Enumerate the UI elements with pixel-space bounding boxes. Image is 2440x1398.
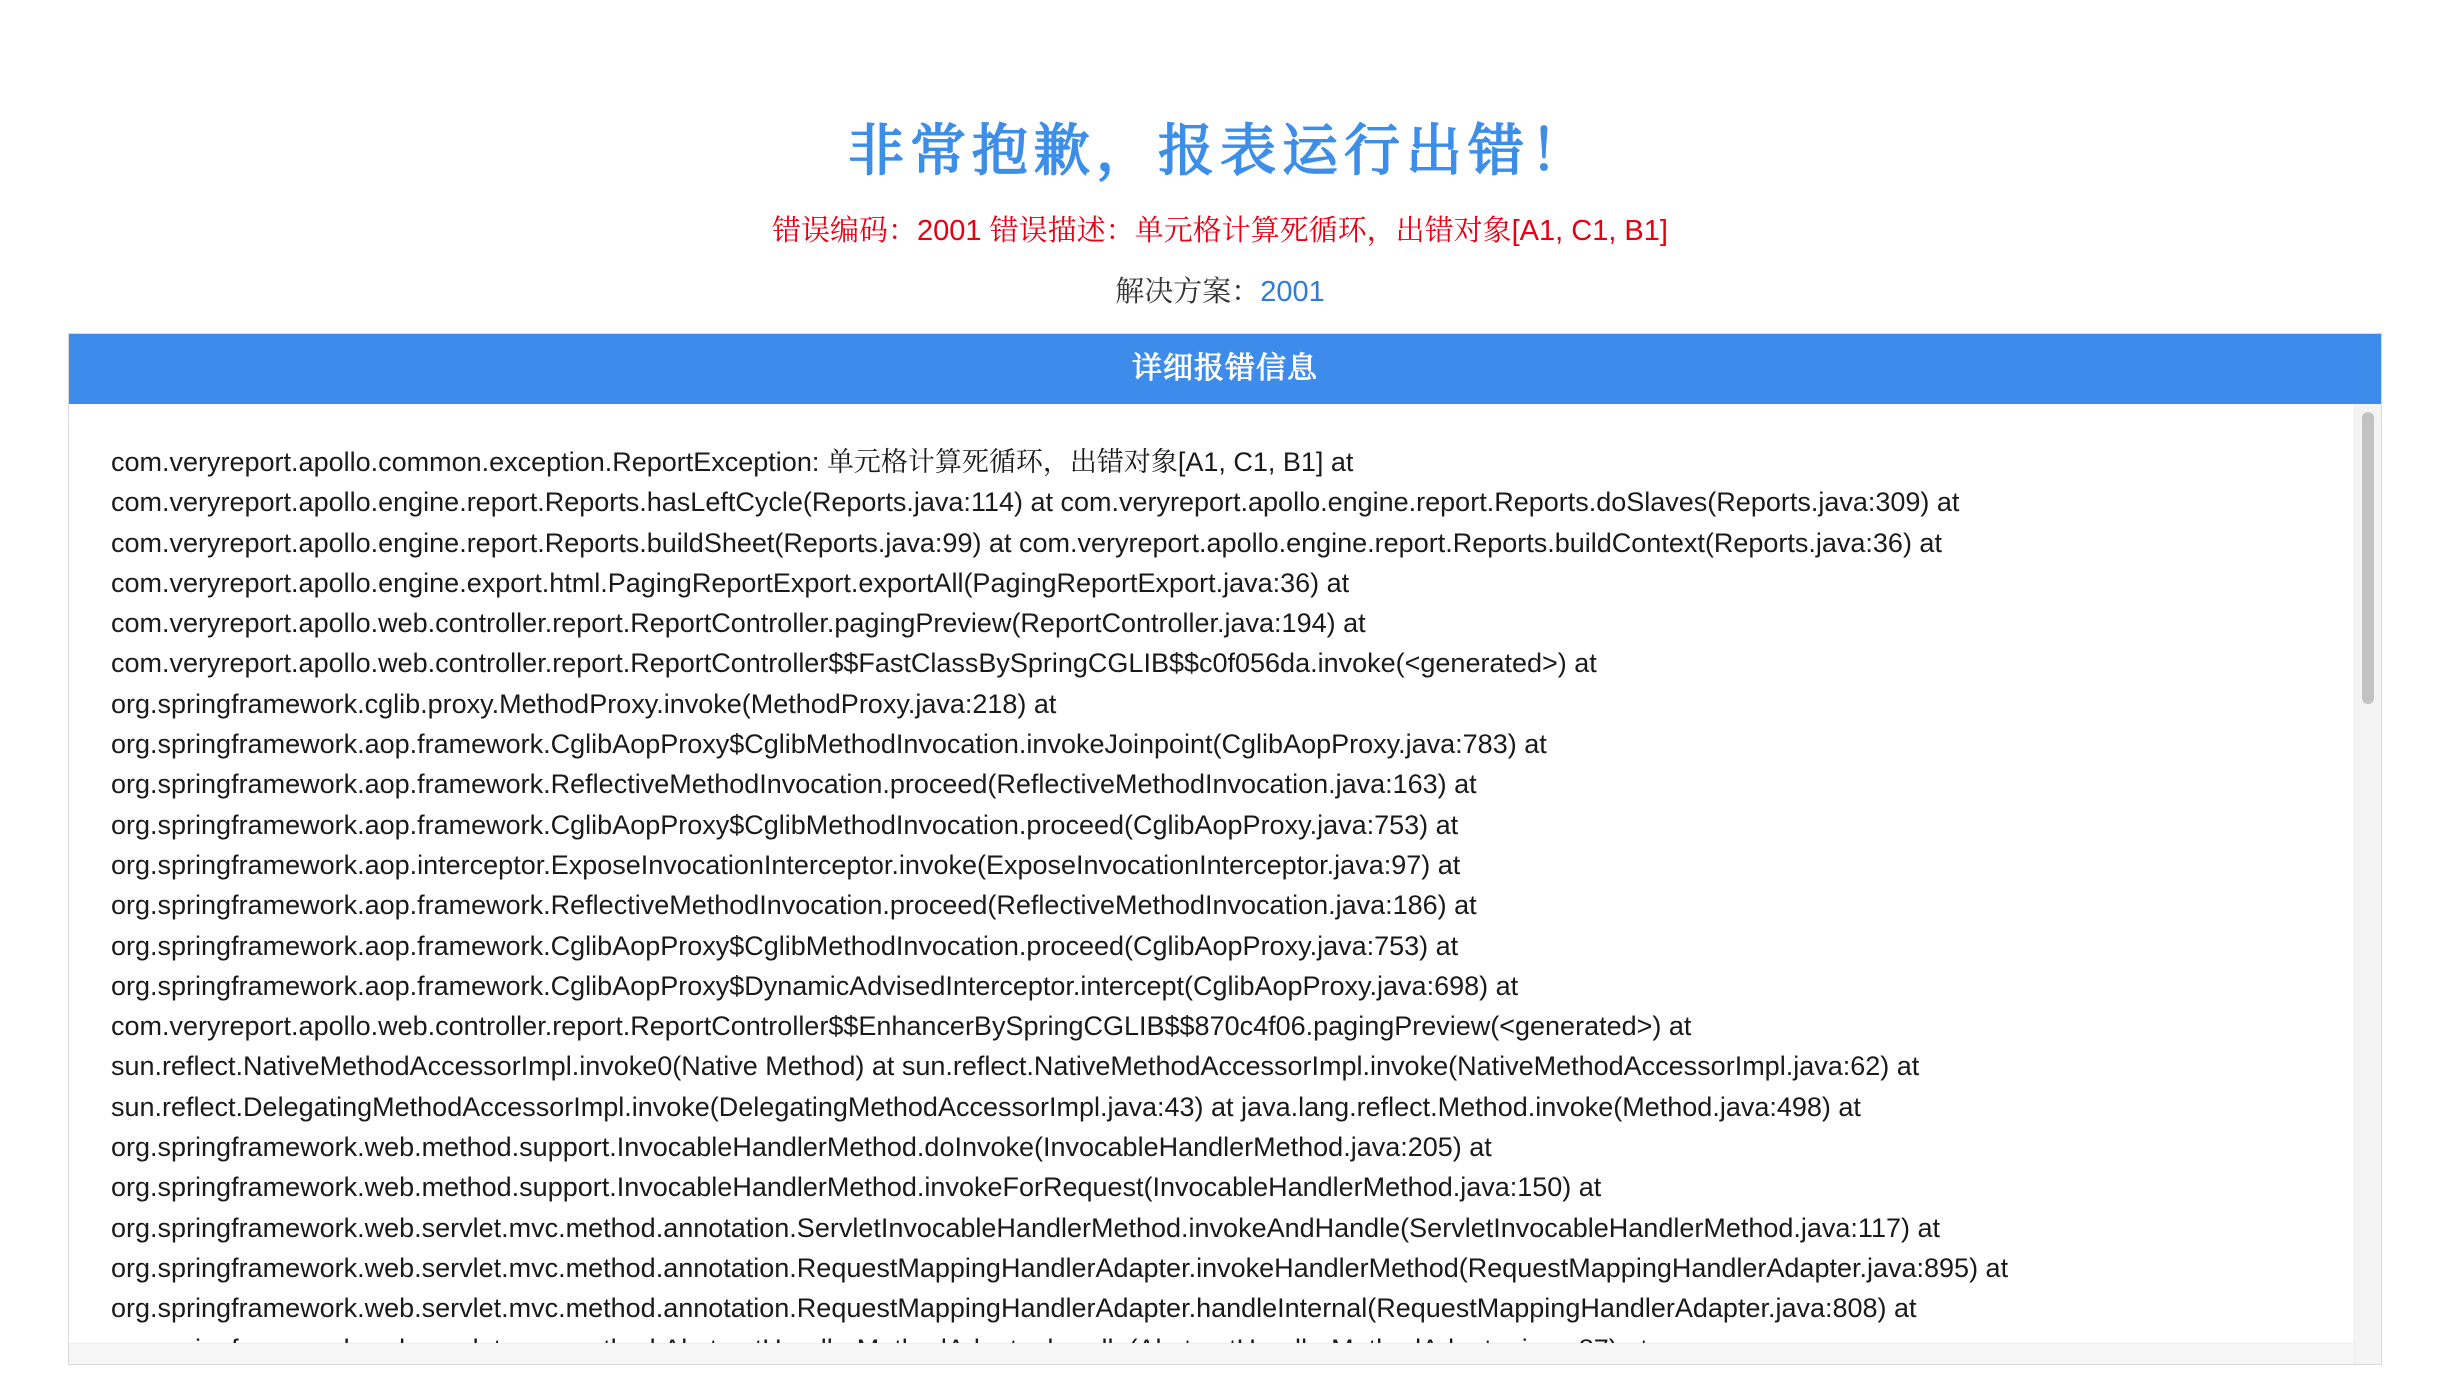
stack-trace-line: sun.reflect.NativeMethodAccessorImpl.invoke0(Native Method) at sun.reflect.NativeMethodAccessorImpl.invoke(NativeMethodAccessorImpl.java:62) at [111,1051,1920,1082]
stack-trace-line: sun.reflect.DelegatingMethodAccessorImpl.invoke(DelegatingMethodAccessorImpl.java:43) at java.lang.reflect.Method.invoke(Method.java:498) at [111,1091,1861,1122]
stack-trace-viewport[interactable] [69,404,2381,1352]
stack-trace-line: com.veryreport.apollo.engine.export.html.PagingReportExport.exportAll(PagingReportExport.java:36) at [111,567,1350,598]
stack-trace-line: org.springframework.web.method.support.InvocableHandlerMethod.invokeForRequest(InvocableHandlerMethod.java:150) at [111,1172,1602,1203]
stack-trace-line: org.springframework.aop.framework.CglibAopProxy$CglibMethodInvocation.proceed(CglibAopProxy.java:753) at [111,809,1459,840]
solution-code: 2001 [1260,276,1325,308]
stack-trace-line: com.veryreport.apollo.web.controller.report.ReportController$$EnhancerBySpringCGLIB$$870c4f06.pagingPreview(<generated>) at [111,1011,1692,1042]
stack-trace-line: org.springframework.cglib.proxy.MethodProxy.invoke(MethodProxy.java:218) at [111,688,1057,719]
stack-trace-line: org.springframework.web.servlet.mvc.method.annotation.ServletInvocableHandlerMethod.invokeAndHandle(ServletInvocableHandlerMethod.java:117) at [111,1212,1940,1243]
solution-row [0,268,2440,316]
solution-label: 解决方案： [1115,276,1261,308]
stack-trace-line: com.veryreport.apollo.web.controller.report.ReportController$$FastClassBySpringCGLIB$$c0f056da.invoke(<generated>) at [111,648,1597,679]
stack-trace-line: org.springframework.aop.framework.CglibAopProxy$DynamicAdvisedInterceptor.intercept(CglibAopProxy.java:698) at [111,970,1519,1001]
stack-trace-line: com.veryreport.apollo.web.controller.report.ReportController.pagingPreview(ReportController.java:194) at [111,608,1366,639]
stack-trace-line: org.springframework.web.servlet.mvc.method.annotation.RequestMappingHandlerAdapter.handleInternal(RequestMappingHandlerAdapter.java:808) at [111,1293,1917,1324]
stack-trace-line: org.springframework.aop.framework.ReflectiveMethodInvocation.proceed(ReflectiveMethodInvocation.java:186) at [111,890,1477,921]
horizontal-scroll-area [69,1343,2355,1364]
stack-trace-line: org.springframework.aop.framework.CglibAopProxy$CglibMethodInvocation.proceed(CglibAopProxy.java:753) at [111,930,1459,961]
stack-trace-line: org.springframework.web.servlet.mvc.method.annotation.RequestMappingHandlerAdapter.invokeHandlerMethod(RequestMappingHandlerAdapter.java:895) at [111,1252,2009,1283]
stack-trace-line: org.springframework.web.method.support.InvocableHandlerMethod.doInvoke(InvocableHandlerMethod.java:205) at [111,1132,1492,1163]
stack-trace-line: com.veryreport.apollo.engine.report.Reports.hasLeftCycle(Reports.java:114) at com.veryreport.apollo.engine.report.Reports.doSlaves(Reports.java:309) at [111,487,1960,518]
page-title: 非常抱歉，报表运行出错！ [848,119,1592,184]
error-details-panel [68,333,2382,1365]
stack-trace-line: org.springframework.aop.framework.CglibAopProxy$CglibMethodInvocation.invokeJoinpoint(CglibAopProxy.java:783) at [111,729,1547,760]
stack-trace [111,442,2341,1352]
stack-trace-line: com.veryreport.apollo.common.exception.ReportException: 单元格计算死循环，出错对象[A1, C1, B1] at [111,447,1354,477]
vertical-scrollbar[interactable] [2354,404,2381,1364]
stack-trace-line: org.springframework.aop.framework.ReflectiveMethodInvocation.proceed(ReflectiveMethodInvocation.java:163) at [111,769,1477,800]
scrollbar-thumb[interactable] [2362,412,2374,704]
stack-trace-line: org.springframework.aop.interceptor.ExposeInvocationInterceptor.invoke(ExposeInvocationInterceptor.java:97) at [111,849,1461,880]
stack-trace-line: com.veryreport.apollo.engine.report.Reports.buildSheet(Reports.java:99) at com.veryreport.apollo.engine.report.Reports.buildContext(Reports.java:36) at [111,527,1942,558]
error-description: 错误编码：2001 错误描述：单元格计算死循环，出错对象[A1, C1, B1] [772,215,1668,247]
error-details-header: 详细报错信息 [69,334,2381,404]
